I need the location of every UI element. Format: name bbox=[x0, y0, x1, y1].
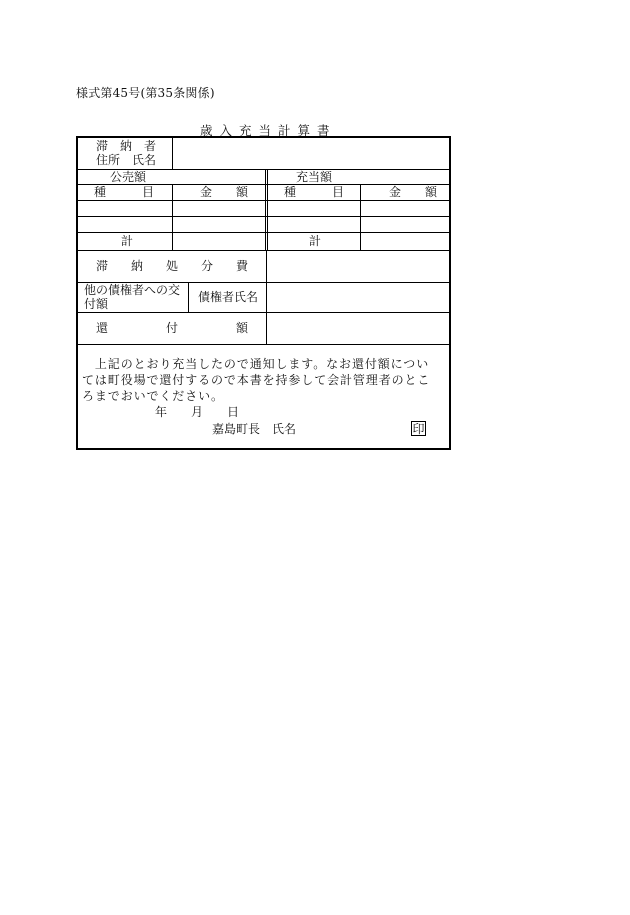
creditor-payment-label: 他の債権者への交 bbox=[84, 283, 181, 297]
allocation-type-cell[interactable] bbox=[268, 217, 360, 232]
public-sale-amount-header: 金 額 bbox=[200, 185, 249, 199]
form-title: 歳入充当計算書 bbox=[200, 123, 337, 138]
allocation-total-label: 計 bbox=[309, 234, 322, 248]
taxpayer-value-field[interactable] bbox=[173, 138, 449, 169]
refund-value[interactable] bbox=[267, 313, 449, 344]
rule-refund-bottom bbox=[78, 344, 449, 345]
public-sale-amount-cell[interactable] bbox=[173, 201, 265, 216]
seal-mark: 印 bbox=[412, 422, 425, 436]
public-sale-type-cell[interactable] bbox=[78, 201, 172, 216]
disposal-fee-value[interactable] bbox=[267, 251, 449, 282]
notice-date: 年 月 日 bbox=[155, 405, 240, 419]
allocation-header: 充当額 bbox=[296, 170, 333, 184]
refund-label: 還 付 額 bbox=[96, 321, 248, 335]
creditor-payment-label-cont: 付額 bbox=[84, 297, 109, 311]
public-sale-header: 公売額 bbox=[110, 170, 147, 184]
public-sale-type-cell[interactable] bbox=[78, 217, 172, 232]
disposal-fee-label: 滞 納 処 分 費 bbox=[96, 259, 248, 273]
public-sale-total-value[interactable] bbox=[173, 233, 265, 250]
allocation-type-cell[interactable] bbox=[268, 201, 360, 216]
allocation-amount-header: 金 額 bbox=[389, 185, 438, 199]
allocation-calculation-form bbox=[76, 136, 451, 450]
taxpayer-label: 滞 納 者 bbox=[96, 139, 157, 153]
rule-creditor-divider bbox=[188, 282, 189, 312]
creditor-name-label: 債権者氏名 bbox=[198, 290, 259, 304]
creditor-name-value[interactable] bbox=[267, 283, 449, 312]
notice-text-body: 上記のとおり充当したので通知します。なお還付額については町役場で還付するので本書を持参して会計管理者のところまでおいでください。 bbox=[82, 357, 431, 403]
allocation-type-header: 種 目 bbox=[284, 185, 345, 199]
form-number: 様式第45号(第35条関係) bbox=[76, 86, 215, 100]
notice-signer: 嘉島町長 氏名 bbox=[212, 422, 297, 436]
notice-text bbox=[82, 356, 434, 404]
allocation-amount-cell[interactable] bbox=[361, 217, 449, 232]
public-sale-total-label: 計 bbox=[121, 234, 134, 248]
allocation-total-value[interactable] bbox=[361, 233, 449, 250]
public-sale-amount-cell[interactable] bbox=[173, 217, 265, 232]
public-sale-type-header: 種 目 bbox=[94, 185, 155, 199]
allocation-amount-cell[interactable] bbox=[361, 201, 449, 216]
taxpayer-address-name-label: 住所 氏名 bbox=[96, 153, 157, 167]
